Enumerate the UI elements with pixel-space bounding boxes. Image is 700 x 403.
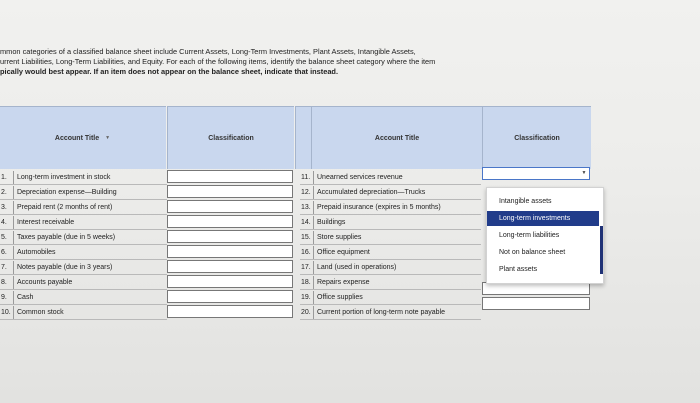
header-account-title-right: Account Title (311, 106, 482, 169)
instructions-text (0, 47, 640, 77)
account-row: 7. Notes payable (due in 3 years) (0, 261, 167, 275)
account-row: 15. Store supplies (300, 231, 481, 245)
account-row: 19. Office supplies (300, 291, 481, 305)
classification-select[interactable] (167, 245, 293, 258)
account-row: 3. Prepaid rent (2 months of rent) (0, 201, 167, 215)
account-row: 11. Unearned services revenue (300, 171, 481, 185)
account-row: 8. Accounts payable (0, 276, 167, 290)
classification-select[interactable] (482, 297, 590, 310)
instructions-line-3: pically would best appear. If an item does not appear on the balance sheet, indicate that instead. (0, 67, 338, 76)
account-row: 20. Current portion of long-term note payable (300, 306, 481, 320)
account-row: 18. Repairs expense (300, 276, 481, 290)
dropdown-option-highlighted[interactable]: Long-term investments (487, 211, 599, 226)
account-row: 17. Land (used in operations) (300, 261, 481, 275)
dropdown-scrollbar[interactable] (600, 226, 603, 274)
account-row: 9. Cash (0, 291, 167, 305)
classification-select[interactable] (167, 185, 293, 198)
account-row: 14. Buildings (300, 216, 481, 230)
header-classification-right: Classification (482, 106, 591, 169)
dropdown-option[interactable]: Not on balance sheet (499, 249, 566, 256)
account-row: 13. Prepaid insurance (expires in 5 months) (300, 201, 481, 215)
account-row: 12. Accumulated depreciation—Trucks (300, 186, 481, 200)
classification-select[interactable] (167, 305, 293, 318)
dropdown-option[interactable]: Intangible assets (499, 198, 552, 205)
header-account-title-left: Account Title ▼ (0, 106, 166, 169)
account-row: 2. Depreciation expense—Building (0, 186, 167, 200)
classification-select[interactable] (167, 200, 293, 213)
dropdown-option[interactable]: Long-term liabilities (499, 232, 560, 239)
account-row: 6. Automobiles (0, 246, 167, 260)
sort-arrow-icon: ▼ (105, 135, 111, 141)
classification-dropdown-menu (486, 187, 604, 284)
classification-select[interactable] (167, 170, 293, 183)
chevron-down-icon[interactable]: ▼ (581, 170, 587, 176)
instructions-line-1: mmon categories of a classified balance sheet include Current Assets, Long-Term Investments, Plant Assets, Intangible Assets, (0, 47, 416, 56)
account-row: 4. Interest receivable (0, 216, 167, 230)
header-spacer (295, 106, 312, 169)
instructions-line-2: urrent Liabilities, Long-Term Liabilities, and Equity. For each of the following items, identify the balance sheet category where the item (0, 57, 436, 66)
account-row: 10. Common stock (0, 306, 167, 320)
account-row: 16. Office equipment (300, 246, 481, 260)
account-row: 1. Long-term investment in stock (0, 171, 167, 185)
classification-select[interactable] (167, 275, 293, 288)
classification-select[interactable] (167, 215, 293, 228)
classification-select-open[interactable] (482, 167, 590, 180)
header-classification-left: Classification (167, 106, 294, 169)
dropdown-option[interactable]: Plant assets (499, 266, 538, 273)
account-row: 5. Taxes payable (due in 5 weeks) (0, 231, 167, 245)
classification-select[interactable] (167, 260, 293, 273)
classification-select[interactable] (167, 290, 293, 303)
classification-select[interactable] (167, 230, 293, 243)
